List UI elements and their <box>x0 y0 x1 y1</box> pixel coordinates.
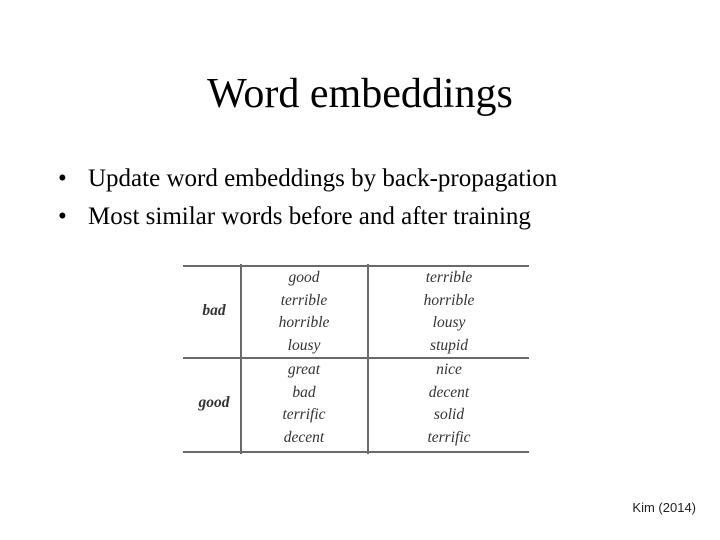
before-training-words <box>243 359 365 449</box>
similar-word: nice <box>436 361 462 378</box>
after-training-words <box>370 267 528 357</box>
similar-word: horrible <box>423 291 475 309</box>
table-column-divider <box>367 264 369 454</box>
similarity-table <box>183 264 529 454</box>
similar-word: solid <box>433 406 465 423</box>
before-training-words <box>243 267 365 357</box>
table-column-divider <box>240 264 242 454</box>
bullet-text: Most similar words before and after training <box>88 203 531 230</box>
similar-word: decent <box>428 383 470 401</box>
row-label-bad: bad <box>202 302 226 319</box>
after-training-words <box>370 359 528 449</box>
similar-word: terrific <box>427 428 471 446</box>
bullet-list <box>58 163 557 239</box>
similar-word: horrible <box>278 314 330 331</box>
similar-word: bad <box>292 383 316 401</box>
table-bottom-rule <box>183 451 529 453</box>
similar-word: decent <box>283 428 325 446</box>
similar-word: great <box>287 361 321 378</box>
slide-title: Word embeddings <box>207 71 513 117</box>
bullet-marker: • <box>58 165 67 192</box>
similar-word: lousy <box>432 314 466 331</box>
similar-word: terrible <box>280 291 328 309</box>
similar-word: stupid <box>430 336 468 354</box>
bullet-item <box>58 201 557 239</box>
bullet-item <box>58 163 557 201</box>
citation: Kim (2014) <box>632 500 696 515</box>
similar-word: lousy <box>287 336 321 354</box>
similar-word: terrific <box>282 406 326 423</box>
row-label-good: good <box>198 394 230 411</box>
bullet-text: Update word embeddings by back-propagation <box>88 165 558 192</box>
similar-word: good <box>288 269 320 286</box>
similar-word: terrible <box>425 269 473 286</box>
bullet-marker: • <box>58 203 67 230</box>
